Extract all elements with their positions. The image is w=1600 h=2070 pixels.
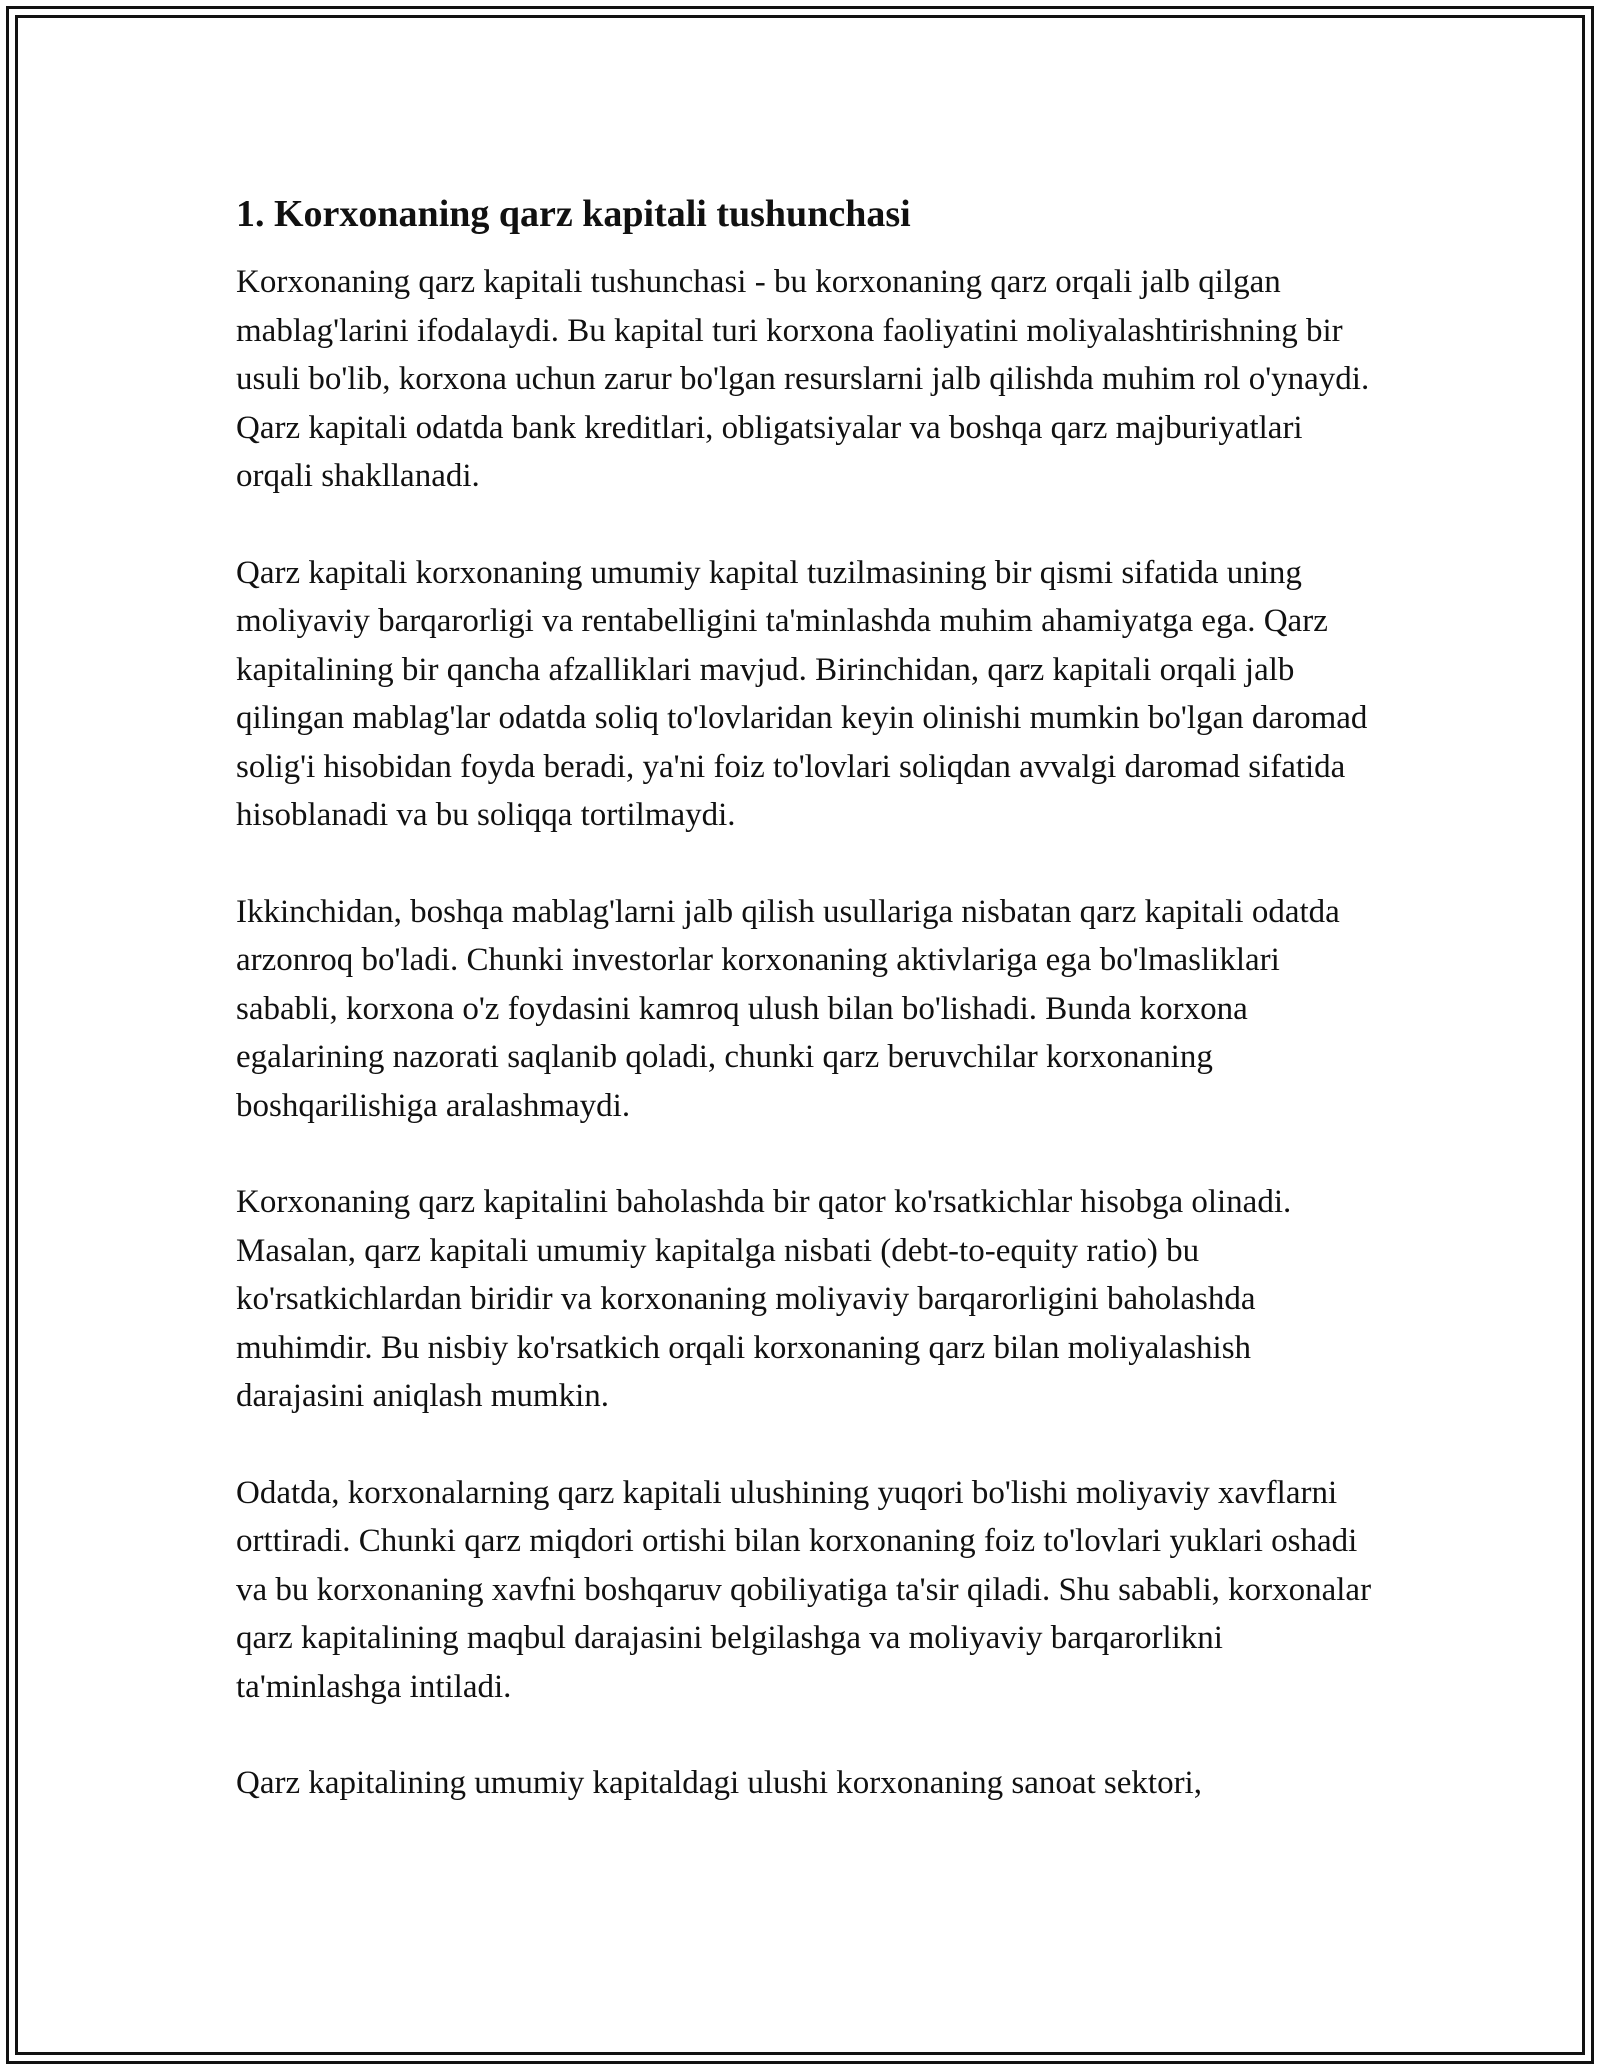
paragraph-4: Korxonaning qarz kapitalini baholashda bir qator ko'rsatkichlar hisobga olinadi. Masalan, qarz kapitali umumiy kapitalga nisbati (debt-to-equity ratio) bu ko'rsatkichlardan biridir va korxonaning moliyaviy barqarorligini baholashda muhimdir. Bu nisbiy ko'rsatkich orqali korxonaning qarz bilan moliyalashish darajasini aniqlash mumkin.: [236, 1184, 1292, 1414]
paragraph-2: Qarz kapitali korxonaning umumiy kapital tuzilmasining bir qismi sifatida uning moliyaviy barqarorligi va rentabelligini ta'minlashda muhim ahamiyatga ega. Qarz kapitalining bir qancha afzalliklari mavjud. Birinchidan, qarz kapitali orqali jalb qilingan mablag'lar odatda soliq to'lovlaridan keyin olinishi mumkin bo'lgan daromad solig'i hisobidan foyda beradi, ya'ni foiz to'lovlari soliqdan avvalgi daromad sifatida hisoblanadi va bu soliqqa tortilmaydi.: [236, 554, 1368, 833]
paragraph-5: Odatda, korxonalarning qarz kapitali ulushining yuqori bo'lishi moliyaviy xavflarni orttiradi. Chunki qarz miqdori ortishi bilan korxonaning foiz to'lovlari yuklari oshadi va bu korxonaning xavfni boshqaruv qobiliyatiga ta'sir qiladi. Shu sababli, korxonalar qarz kapitalining maqbul darajasini belgilashga va moliyaviy barqarorlikni ta'minlashga intiladi.: [236, 1474, 1372, 1705]
paragraph-3: Ikkinchidan, boshqa mablag'larni jalb qilish usullariga nisbatan qarz kapitali odatda arzonroq bo'ladi. Chunki investorlar korxonaning aktivlariga ega bo'lmasliklari sababli, korxona o'z foydasini kamroq ulush bilan bo'lishadi. Bunda korxona egalarining nazorati saqlanib qoladi, chunki qarz beruvchilar korxonaning boshqarilishiga aralashmaydi.: [236, 893, 1340, 1124]
section-heading: 1. Korxonaning qarz kapitali tushunchasi: [236, 193, 911, 235]
document-body: [236, 188, 1372, 1808]
paragraph-1: Korxonaning qarz kapitali tushunchasi - bu korxonaning qarz orqali jalb qilgan mablag'larini ifodalaydi. Bu kapital turi korxona faoliyatini moliyalashtirishning bir usuli bo'lib, korxona uchun zarur bo'lgan resurslarni jalb qilishda muhim rol o'ynaydi. Qarz kapitali odatda bank kreditlari, obligatsiyalar va boshqa qarz majburiyatlari orqali shakllanadi.: [236, 264, 1370, 494]
paragraph-6: Qarz kapitalining umumiy kapitaldagi ulushi korxonaning sanoat sektori,: [236, 1765, 1202, 1801]
